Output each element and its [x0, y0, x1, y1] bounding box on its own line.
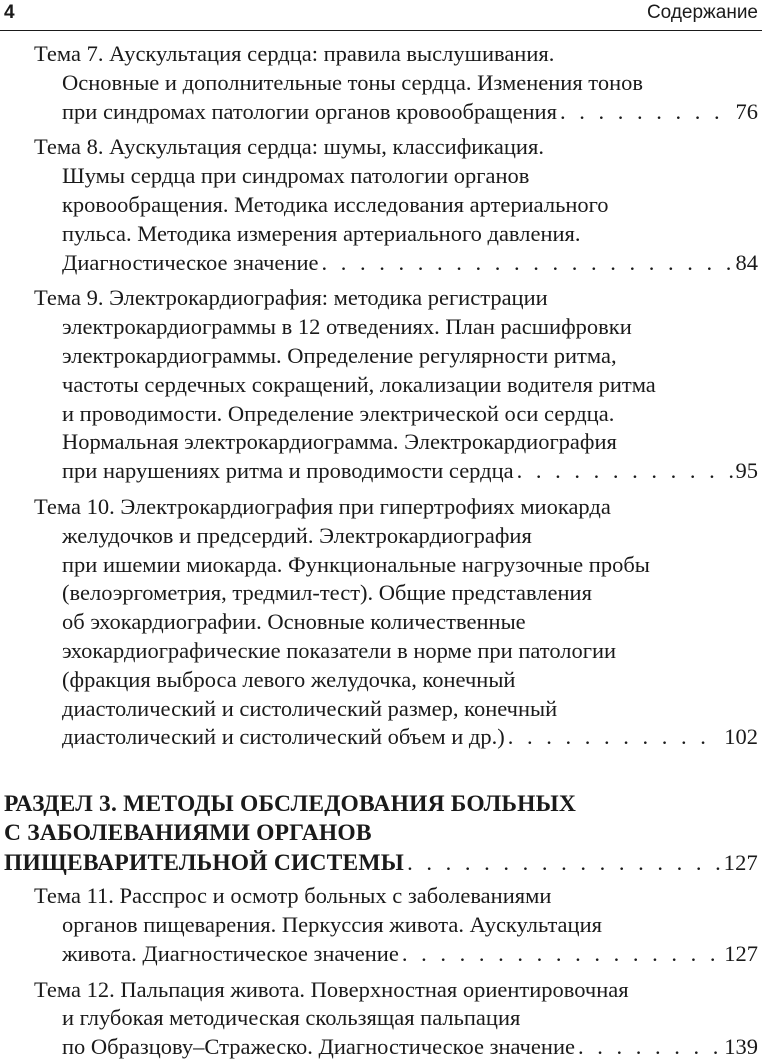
toc-entry-line: об эхокардиографии. Основные количественные [62, 609, 526, 635]
running-header [0, 0, 762, 31]
toc-entry-last-line [62, 98, 758, 127]
toc-entry-line: (велоэргометрия, тредмил-тест). Общие представления [62, 580, 592, 606]
toc-entry-line: кровообращения. Методика исследования артериального [62, 191, 609, 217]
toc-page-number: 127 [723, 850, 758, 876]
toc-entry-line: электрокардиограммы в 12 отведениях. План расшифровки [62, 314, 632, 340]
dot-leader [321, 249, 732, 278]
dot-leader [508, 723, 722, 752]
toc-entry-line: Тема 8. Аускультация сердца: шумы, классификация. [34, 134, 544, 160]
toc-entry-last-line [62, 940, 758, 969]
toc-entry-line: Диагностическое значение [62, 249, 319, 275]
section-heading-line: ПИЩЕВАРИТЕЛЬНОЙ СИСТЕМЫ [4, 850, 405, 877]
toc-entry-line: частоты сердечных сокращений, локализации водителя ритма [62, 371, 656, 397]
toc-entry-line: желудочков и предсердий. Электрокардиография [62, 522, 532, 548]
dot-leader [407, 848, 721, 877]
dot-leader [578, 1033, 721, 1062]
toc-entry-last-line [62, 723, 758, 752]
toc-entry-topic-8[interactable] [0, 133, 762, 277]
toc-entry-topic-9[interactable] [0, 284, 762, 486]
toc-page-number: 102 [724, 724, 758, 750]
toc-entry-line: электрокардиограммы. Определение регулярности ритма, [62, 342, 617, 368]
toc-entry-topic-11[interactable] [0, 882, 762, 968]
toc-entry-line: при ишемии миокарда. Функциональные нагрузочные пробы [62, 551, 650, 577]
toc-entry-line: Тема 12. Пальпация живота. Поверхностная ориентировочная [34, 976, 629, 1002]
toc-entry-topic-7[interactable] [0, 40, 762, 126]
toc-entry-line: живота. Диагностическое значение [62, 940, 399, 966]
toc-entry-line: по Образцову–Стражеско. Диагностическое значение [62, 1034, 575, 1060]
section-heading-last-line [4, 848, 758, 878]
toc-page-number: 95 [735, 458, 758, 484]
toc-page-number: 76 [735, 98, 758, 124]
toc-entry-topic-12[interactable] [0, 976, 762, 1062]
toc-entry-line: эхокардиографические показатели в норме при патологии [62, 637, 617, 663]
section-heading-line: РАЗДЕЛ 3. МЕТОДЫ ОБСЛЕДОВАНИЯ БОЛЬНЫХ [4, 791, 577, 818]
toc-entry-last-line [62, 249, 758, 278]
toc-entry-line: Нормальная электрокардиограмма. Электрокардиография [62, 429, 617, 455]
toc-entry-line: при нарушениях ритма и проводимости сердца [62, 458, 514, 484]
toc-entry-line: и глубокая методическая скользящая пальпация [62, 1005, 521, 1031]
table-of-contents [0, 40, 762, 1062]
toc-page-number: 84 [735, 249, 758, 275]
toc-entry-line: при синдромах патологии органов кровообращения [62, 98, 557, 124]
toc-entry-line: диастолический и систолический объем и др.) [62, 724, 505, 750]
toc-entry-line: Шумы сердца при синдромах патологии органов [62, 163, 530, 189]
toc-entry-last-line [62, 457, 758, 486]
toc-entry-line: Основные и дополнительные тоны сердца. Изменения тонов [62, 69, 643, 95]
page-number: 4 [4, 2, 15, 23]
toc-entry-topic-10[interactable] [0, 493, 762, 752]
toc-entry-line: Тема 11. Расспрос и осмотр больных с заболеваниями [34, 883, 552, 909]
toc-entry-line: Тема 7. Аускультация сердца: правила выслушивания. [34, 41, 555, 66]
dot-leader [517, 457, 733, 486]
toc-page-number: 139 [724, 1034, 758, 1060]
toc-entry-line: диастолический и систолический размер, конечный [62, 695, 558, 721]
running-header-title: Содержание [646, 2, 758, 23]
dot-leader [560, 98, 733, 127]
toc-entry-line: и проводимости. Определение электрической оси сердца. [62, 400, 615, 426]
toc-entry-line: Тема 10. Электрокардиография при гипертрофиях миокарда [34, 493, 611, 519]
toc-entry-line: Тема 9. Электрокардиография: методика регистрации [34, 285, 548, 311]
section-heading-line: С ЗАБОЛЕВАНИЯМИ ОРГАНОВ [4, 820, 372, 847]
toc-entry-line: пульса. Методика измерения артериального давления. [62, 220, 581, 246]
toc-entry-line: (фракция выброса левого желудочка, конечный [62, 666, 516, 692]
toc-entry-line: органов пищеварения. Перкуссия живота. Аускультация [62, 911, 602, 937]
dot-leader [402, 940, 721, 969]
toc-section-3[interactable] [0, 790, 762, 878]
toc-entry-last-line [62, 1033, 758, 1062]
toc-page-number: 127 [724, 940, 758, 966]
